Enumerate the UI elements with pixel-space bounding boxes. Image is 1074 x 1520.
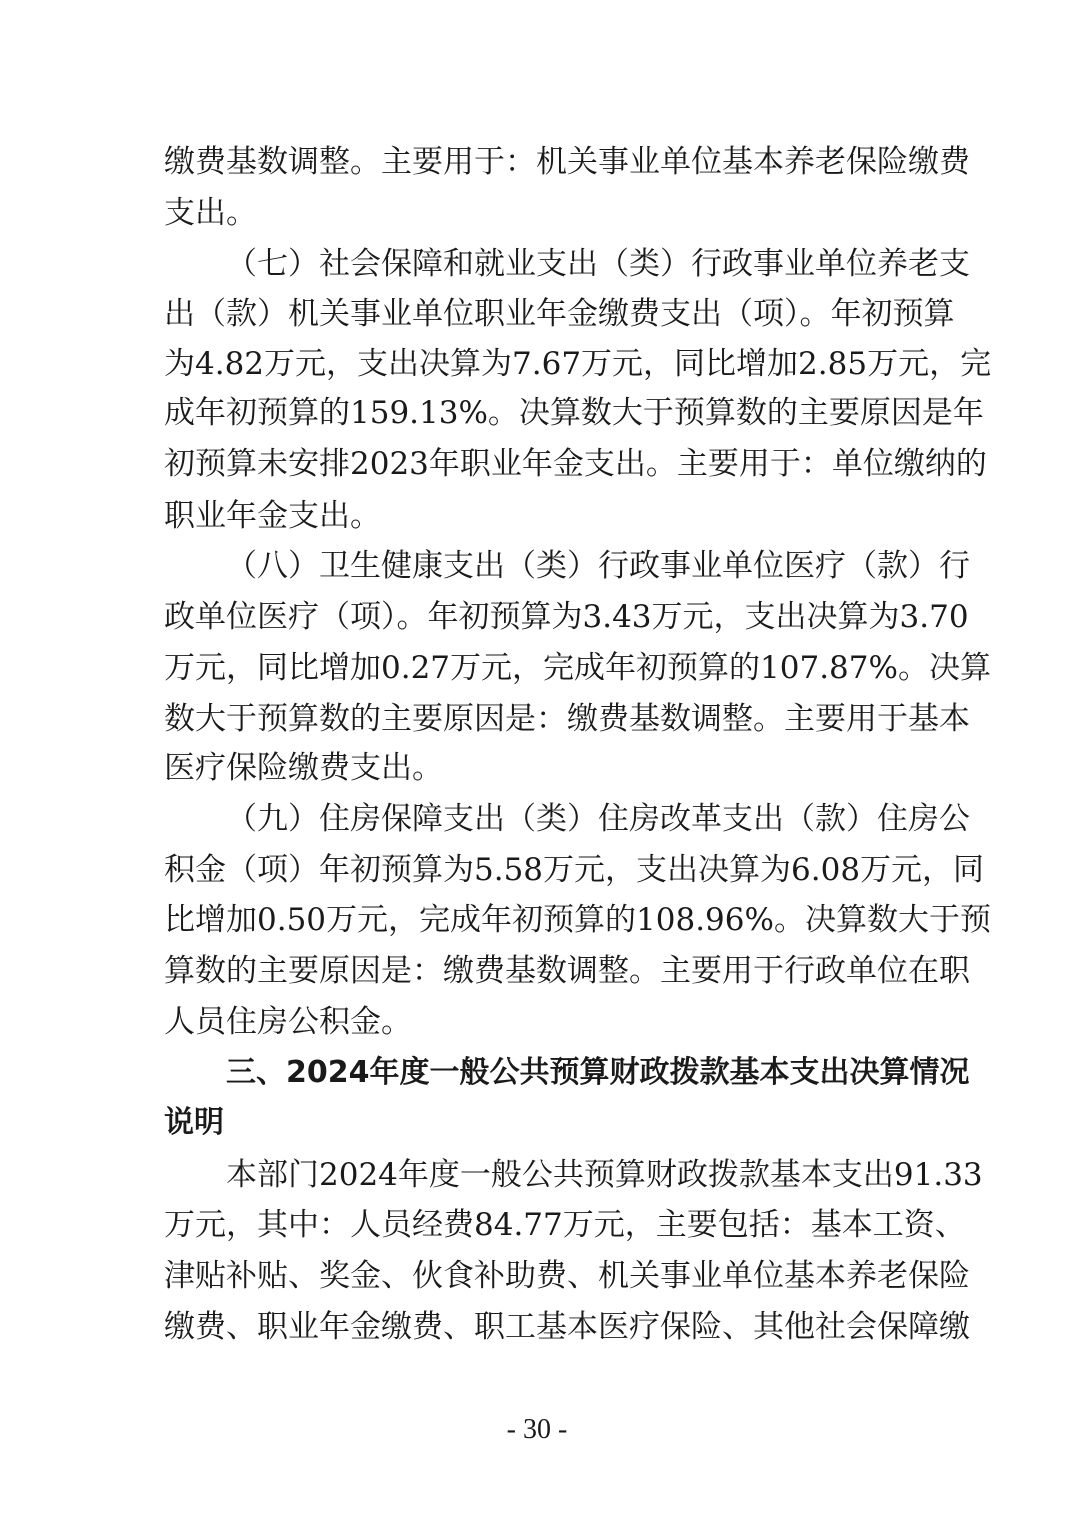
- body-text-line: 职业年金支出。: [164, 498, 381, 534]
- body-text-line: 人员住房公积金。: [164, 1004, 412, 1040]
- body-text-line: 万元，同比增加0.27万元，完成年初预算的107.87%。决算: [164, 650, 991, 686]
- section-3-title: 三、2024年度一般公共预算财政拨款基本支出决算情况: [226, 1055, 970, 1090]
- section-8-heading-line: （八）卫生健康支出（类）行政事业单位医疗（款）行: [226, 548, 970, 584]
- body-text-line: 为4.82万元，支出决算为7.67万元，同比增加2.85万元，完: [164, 346, 992, 382]
- body-text-line: 积金（项）年初预算为5.58万元，支出决算为6.08万元，同: [164, 852, 985, 888]
- body-text-line: 支出。: [164, 195, 257, 231]
- body-text-line: 缴费、职业年金缴费、职工基本医疗保险、其他社会保障缴: [164, 1309, 970, 1345]
- body-text-line: 万元，其中：人员经费84.77万元，主要包括：基本工资、: [164, 1207, 966, 1243]
- body-text-line: 比增加0.50万元，完成年初预算的108.96%。决算数大于预: [164, 902, 991, 938]
- body-text-line: 初预算未安排2023年职业年金支出。主要用于：单位缴纳的: [164, 446, 987, 482]
- body-text-line: 政单位医疗（项）。年初预算为3.43万元，支出决算为3.70: [164, 599, 969, 635]
- page-number: - 30 -: [506, 1414, 568, 1445]
- body-text-line: 本部门2024年度一般公共预算财政拨款基本支出91.33: [226, 1157, 983, 1193]
- body-text-line: 津贴补贴、奖金、伙食补助费、机关事业单位基本养老保险: [164, 1258, 970, 1294]
- body-text-line: 医疗保险缴费支出。: [164, 750, 443, 786]
- section-3-title-continuation: 说明: [164, 1105, 224, 1140]
- body-text-line: 缴费基数调整。主要用于：机关事业单位基本养老保险缴费: [164, 144, 970, 180]
- body-text-line: 成年初预算的159.13%。决算数大于预算数的主要原因是年: [164, 395, 984, 431]
- body-text-line: 数大于预算数的主要原因是：缴费基数调整。主要用于基本: [164, 701, 970, 737]
- body-text-line: 出（款）机关事业单位职业年金缴费支出（项）。年初预算: [164, 296, 955, 332]
- section-9-heading-line: （九）住房保障支出（类）住房改革支出（款）住房公: [226, 801, 970, 837]
- body-text-line: 算数的主要原因是：缴费基数调整。主要用于行政单位在职: [164, 953, 970, 989]
- section-7-heading-line: （七）社会保障和就业支出（类）行政事业单位养老支: [226, 246, 970, 282]
